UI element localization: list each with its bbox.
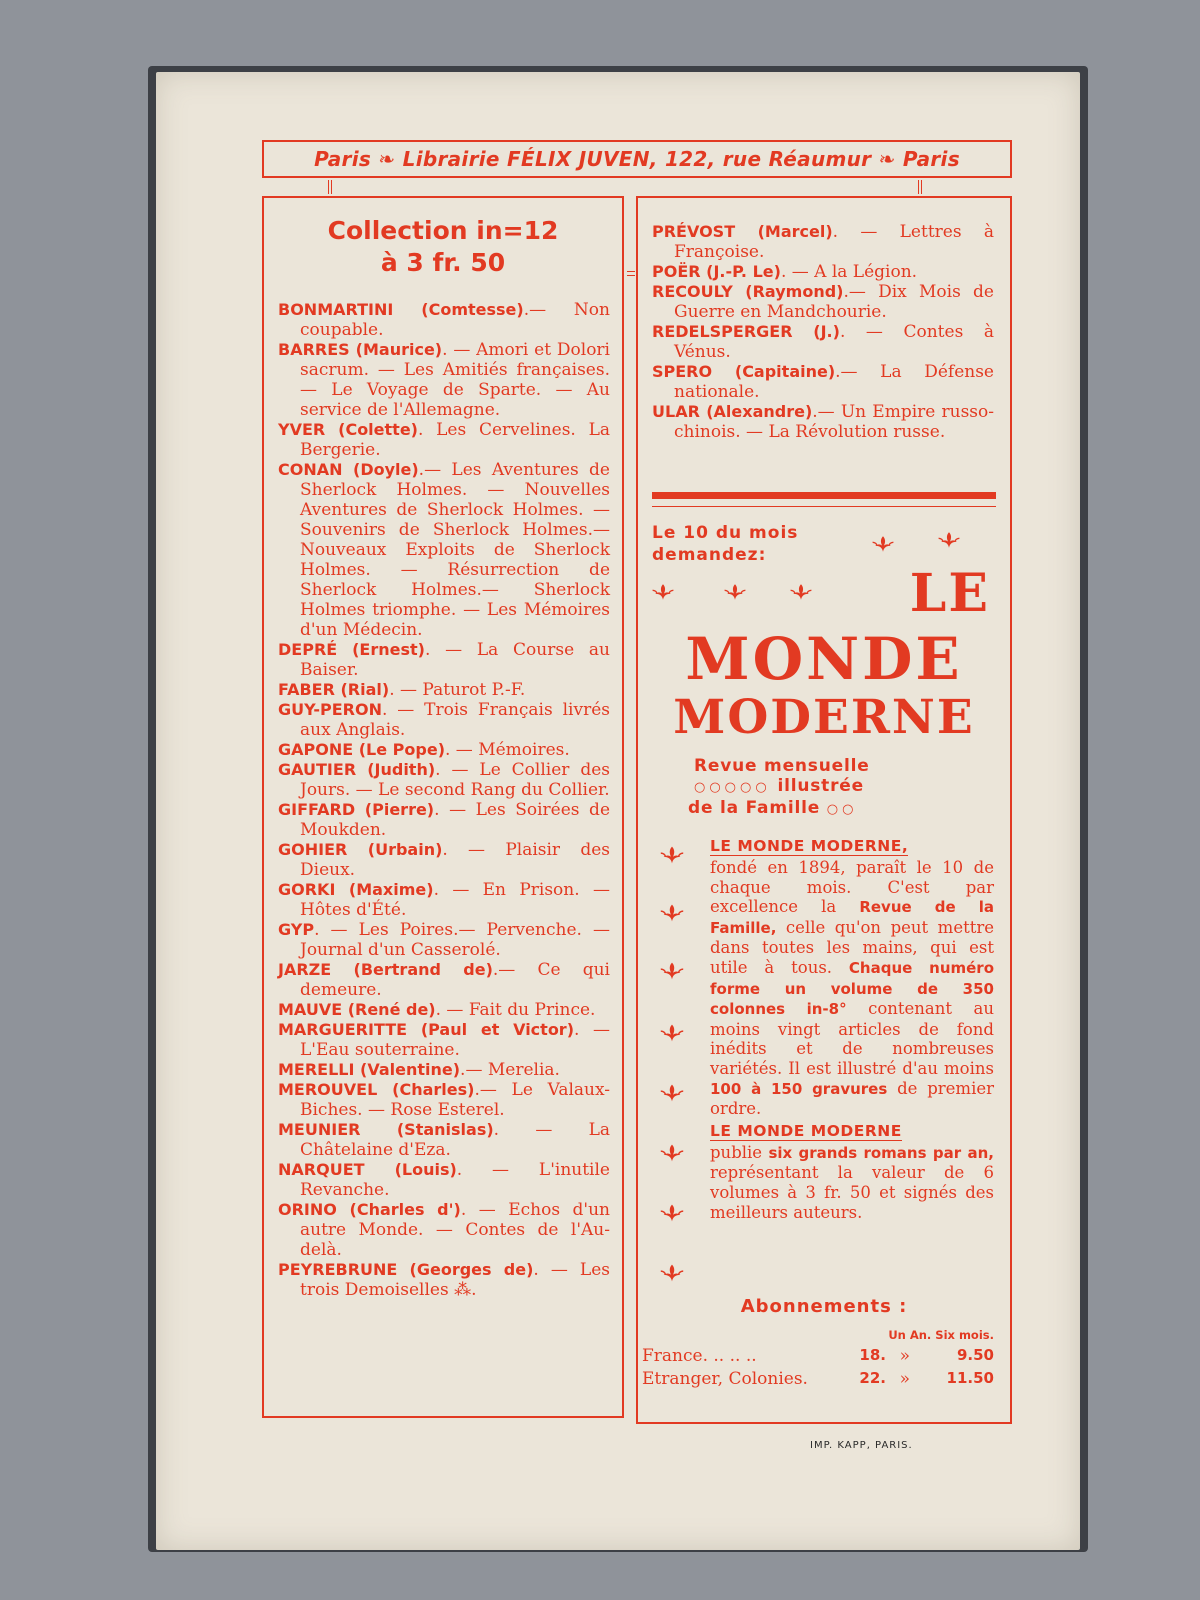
entry-author: CONAN (Doyle) <box>278 460 419 479</box>
catalog-entry <box>652 362 994 402</box>
catalog-entries <box>278 300 610 1300</box>
entry-titles: . — Mémoires. <box>445 740 570 760</box>
subscription-row-france <box>642 1346 994 1368</box>
entry-author: MEUNIER (Stanislas) <box>278 1120 494 1139</box>
subscription-header: Un An. Six mois. <box>888 1328 994 1342</box>
fleuron-icon <box>658 1202 686 1224</box>
ornament-group-top <box>870 530 980 560</box>
entry-author: REDELSPERGER (J.) <box>652 322 840 341</box>
fleuron-icon <box>658 1142 686 1164</box>
catalog-entry <box>278 420 610 460</box>
entry-titles: .— Merelia. <box>460 1060 560 1080</box>
entry-titles: . — Les trois Demoiselles ⁂. <box>300 1260 610 1300</box>
collection-price: à 3 fr. 50 <box>380 248 506 277</box>
entry-titles: . — Contes à Vénus. <box>674 322 994 362</box>
entry-author: YVER (Colette) <box>278 420 418 439</box>
printer-imprint: IMP. KAPP, PARIS. <box>810 1440 913 1451</box>
entry-titles: . — Amori et Dolori sacrum. — Les Amitiés françaises. — Le Voyage de Sparte. — Au service de l'Allemagne. <box>300 340 610 420</box>
entry-author: GORKI (Maxime) <box>278 880 434 899</box>
fleuron-icon <box>650 582 676 602</box>
entry-titles: . Les Cervelines. La Bergerie. <box>300 420 610 460</box>
entry-author: GAUTIER (Judith) <box>278 760 436 779</box>
catalog-entry <box>278 1060 610 1080</box>
entry-titles: .— Dix Mois de Guerre en Mandchourie. <box>674 282 994 322</box>
catalog-entry <box>278 1000 610 1020</box>
catalog-entry <box>278 1260 610 1300</box>
entry-author: PEYREBRUNE (Georges de) <box>278 1260 534 1279</box>
catalog-entry <box>278 1020 610 1060</box>
catalog-entry <box>278 460 610 640</box>
entry-titles: . — Les Poires.— Pervenche. — Journal d'un Casserolé. <box>300 920 610 960</box>
entry-titles: . — Lettres à Françoise. <box>674 222 994 262</box>
entry-author: FABER (Rial) <box>278 680 390 699</box>
entry-author: MAUVE (René de) <box>278 1000 436 1019</box>
subscription-title: Abonnements : <box>740 1296 908 1317</box>
ornament-row <box>650 582 840 612</box>
entry-author: ORINO (Charles d') <box>278 1200 461 1219</box>
entry-author: SPERO (Capitaine) <box>652 362 836 381</box>
subscription-row-abroad <box>642 1369 994 1391</box>
masthead-monde: MONDE <box>685 625 963 693</box>
catalog-entry <box>278 700 610 740</box>
entry-author: MERELLI (Valentine) <box>278 1060 461 1079</box>
row-label: Etranger, Colonies. <box>642 1369 808 1389</box>
fleuron-icon <box>658 902 686 924</box>
price-six-months: 11.50 <box>946 1369 994 1387</box>
entry-titles: .— Le Valaux-Biches. — Rose Esterel. <box>300 1080 611 1120</box>
entry-titles: . —L'Eau souterraine. <box>300 1020 610 1060</box>
catalog-entry <box>278 760 610 800</box>
thick-divider <box>652 492 996 499</box>
catalog-entry <box>278 800 610 840</box>
catalog-entry <box>652 262 994 282</box>
ad-paragraph-1: fondé en 1894, paraît le 10 de chaque mois. C'est par excellence la Revue de la Famille, celle qu'on peut mettre dans toutes les mains, qui est utile à tous. Chaque numéro forme un volume de 350 colonnes in-8° contenant au moins vingt articles de fond inédits et de nombreuses variétés. Il est illustré d'au moins 100 à 150 gravures de premier ordre. <box>710 858 995 1119</box>
entry-titles: . — La Course au Baiser. <box>300 640 610 680</box>
ad-body-text <box>710 836 994 1222</box>
entry-author: POËR (J.-P. Le) <box>652 262 781 281</box>
fleuron-icon <box>658 1082 686 1104</box>
masthead-moderne: MODERNE <box>673 690 975 745</box>
catalog-entry <box>278 740 610 760</box>
entry-titles: . — Le Collier des Jours. — Le second Rang du Collier. <box>300 760 610 800</box>
publisher-banner: Paris ❧ Librairie FÉLIX JUVEN, 122, rue Réaumur ❧ Paris <box>262 140 1012 178</box>
entry-author: MARGUERITTE (Paul et Victor) <box>278 1020 575 1039</box>
catalog-entry <box>278 640 610 680</box>
entry-titles: .— Un Empire russo-chinois. — La Révolution russe. <box>674 402 994 442</box>
entry-author: BONMARTINI (Comtesse) <box>278 300 524 319</box>
entry-titles: .— Ce qui demeure. <box>300 960 610 1000</box>
entry-author: NARQUET (Louis) <box>278 1160 457 1179</box>
entry-author: ULAR (Alexandre) <box>652 402 813 421</box>
catalog-entry <box>652 222 994 262</box>
price-year: 18. <box>859 1346 886 1364</box>
entry-author: GYP <box>278 920 315 939</box>
catalog-entries-continued <box>652 222 994 442</box>
ad-heading-1: LE MONDE MODERNE, <box>710 837 909 855</box>
collection-list-box <box>262 196 624 1418</box>
catalog-entry <box>652 282 994 322</box>
box-connector <box>627 271 635 276</box>
catalog-entry <box>652 402 994 442</box>
entry-titles: . — Fait du Prince. <box>435 1000 596 1020</box>
fleuron-icon <box>936 530 962 550</box>
entry-author: GUY-PERON <box>278 700 382 719</box>
circle-ornaments: ○○ <box>826 802 858 817</box>
ad-callout <box>652 522 798 566</box>
fleuron-icon <box>658 844 686 866</box>
ad-callout-line1: Le 10 du mois <box>652 523 799 543</box>
entry-titles: . — En Prison. — Hôtes d'Été. <box>300 880 610 920</box>
catalog-entry <box>278 1080 610 1120</box>
entry-author: RECOULY (Raymond) <box>652 282 844 301</box>
thin-divider <box>652 506 996 507</box>
entry-author: GIFFARD (Pierre) <box>278 800 435 819</box>
advert-box <box>636 196 1012 1424</box>
fleuron-icon <box>658 1262 686 1284</box>
subtitle-line1: Revue mensuelle <box>694 756 870 776</box>
entry-author: GAPONE (Le Pope) <box>278 740 445 759</box>
catalog-entry <box>278 920 610 960</box>
masthead-le: LE <box>909 563 990 624</box>
ditto-mark: » <box>899 1346 910 1366</box>
fleuron-icon <box>658 960 686 982</box>
price-year: 22. <box>859 1369 886 1387</box>
entry-titles: . — Les Soirées de Moukden. <box>300 800 611 840</box>
entry-titles: .— La Défense nationale. <box>674 362 994 402</box>
catalog-entry <box>278 340 610 420</box>
price-six-months: 9.50 <box>956 1346 994 1364</box>
entry-author: PRÉVOST (Marcel) <box>652 222 833 241</box>
entry-titles: . — A la Légion. <box>780 262 918 282</box>
fleuron-icon <box>870 534 896 554</box>
entry-titles: . — Plaisir des Dieux. <box>300 840 610 880</box>
entry-author: DEPRÉ (Ernest) <box>278 640 425 659</box>
entry-titles: . — L'inutile Revanche. <box>300 1160 610 1200</box>
entry-titles: . — Echos d'un autre Monde. — Contes de l'Au-delà. <box>300 1200 610 1260</box>
entry-titles: .— Non coupable. <box>300 300 610 340</box>
entry-titles: . — Trois Français livrés aux Anglais. <box>300 700 610 740</box>
catalog-entry <box>278 1160 610 1200</box>
collection-title: Collection in=12 <box>327 216 559 245</box>
entry-author: GOHIER (Urbain) <box>278 840 443 859</box>
ad-subtitle <box>688 756 870 820</box>
catalog-entry <box>652 322 994 362</box>
catalog-entry <box>278 680 610 700</box>
subtitle-line3: de la Famille <box>688 798 821 818</box>
fleuron-icon <box>722 582 748 602</box>
entry-author: JARZE (Bertrand de) <box>278 960 493 979</box>
catalog-entry <box>278 960 610 1000</box>
entry-author: BARRES (Maurice) <box>278 340 443 359</box>
catalog-entry <box>278 1120 610 1160</box>
catalog-entry <box>278 880 610 920</box>
ditto-mark: » <box>899 1369 910 1389</box>
banner-connector-left <box>328 180 332 194</box>
row-label: France. .. .. .. <box>642 1346 757 1366</box>
subtitle-line2: illustrée <box>777 776 864 796</box>
ad-paragraph-2: publie six grands romans par an, représentant la valeur de 6 volumes à 3 fr. 50 et signés des meilleurs auteurs. <box>710 1142 994 1222</box>
banner-connector-right <box>918 180 922 194</box>
catalog-entry <box>278 300 610 340</box>
ad-callout-line2: demandez: <box>652 545 767 565</box>
catalog-entry <box>278 840 610 880</box>
entry-author: MEROUVEL (Charles) <box>278 1080 475 1099</box>
circle-ornaments: ○○○○○ <box>694 780 771 795</box>
ad-heading-2: LE MONDE MODERNE <box>710 1121 902 1140</box>
fleuron-icon <box>788 582 814 602</box>
entry-titles: . — Paturot P.-F. <box>389 680 526 700</box>
catalog-entry <box>278 1200 610 1260</box>
fleuron-icon <box>658 1022 686 1044</box>
entry-titles: .— Les Aventures de Sherlock Holmes. — Nouvelles Aventures de Sherlock Holmes. — Souvenirs de Sherlock Holmes.— Nouveaux Exploits de Sherlock Holmes. — Résurrection de Sherlock Holmes.— Sherlock Holmes triomphe. — Les Mémoires d'un Médecin. <box>300 460 610 640</box>
entry-titles: . — La Châtelaine d'Eza. <box>300 1120 610 1160</box>
